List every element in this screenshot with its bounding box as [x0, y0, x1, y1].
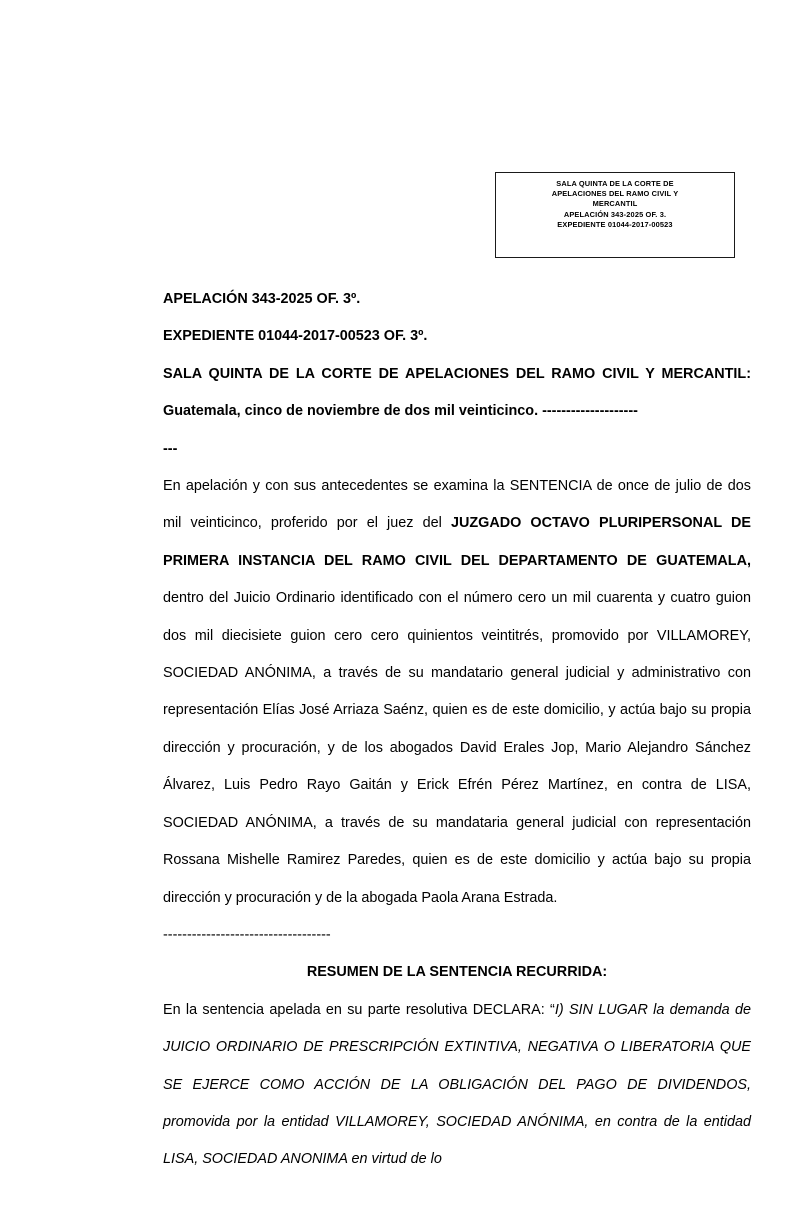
separator-dashes [163, 917, 751, 954]
resumen-lead-text: En la sentencia apelada en su parte resolutiva DECLARA: “ [163, 1001, 555, 1018]
lower-court-name: JUZGADO OCTAVO PLURIPERSONAL DE PRIMERA INSTANCIA DEL RAMO CIVIL DEL DEPARTAMENTO DE GUATEMALA, [163, 515, 751, 569]
stamp-line-2: APELACIONES DEL RAMO CIVIL Y [551, 189, 679, 199]
stamp-line-5: EXPEDIENTE 01044-2017-00523 [557, 219, 673, 229]
file-number-line [163, 318, 751, 355]
intro-segment-2: dentro del Juicio Ordinario identificado con el número cero un mil cuarenta y cuatro guion dos mil diecisiete guion cero cero quinientos veintitrés, promovido por VILLAMOREY, SOCIEDAD ANÓNIMA, a través de su mandatario general judicial y administrativo con representación Elías José Arriaza Saénz, quien es de este domicilio, y actúa bajo su propia dirección y procuración, y de los abogados David Erales Jop, Mario Alejandro Sánchez Álvarez, Luis Pedro Rayo Gaitán y Erick Efrén Pérez Martínez, en contra de LISA, SOCIEDAD ANÓNIMA, a través de su mandataria general judicial con representación Rossana Mishelle Ramirez Paredes, quien es de este domicilio y actúa bajo su propia dirección y procuración y de la abogada Paola Arana Estrada. [163, 590, 751, 906]
section-heading-text: RESUMEN DE LA SENTENCIA RECURRIDA: [306, 964, 608, 981]
heading-dash-wrap-line [163, 431, 751, 468]
court-seal-stamp [495, 172, 735, 258]
document-body [163, 281, 751, 1179]
place-date-text: Guatemala, cinco de noviembre de dos mil veinticinco. [163, 403, 543, 420]
stamp-line-3: MERCANTIL [592, 199, 638, 209]
appeal-number-text: APELACIÓN 343-2025 OF. 3º. [163, 291, 361, 307]
intro-paragraph [163, 468, 751, 917]
court-heading-paragraph [163, 356, 751, 431]
resumen-quoted-italic-text: I) SIN LUGAR la demanda de JUICIO ORDINARIO DE PRESCRIPCIÓN EXTINTIVA, NEGATIVA O LIBERATORIA QUE SE EJERCE COMO ACCIÓN DE LA OBLIGACIÓN DEL PAGO DE DIVIDENDOS, promovida por la entidad VILLAMOREY, SOCIEDAD ANÓNIMA, en contra de la entidad LISA, SOCIEDAD ANONIMA en virtud de lo [163, 1001, 751, 1168]
stamp-line-1: SALA QUINTA DE LA CORTE DE [556, 179, 674, 188]
intro-segment-1: En apelación y con sus antecedentes se examina la SENTENCIA de once de julio de dos mil veinticinco, proferido por el juez del [163, 478, 751, 532]
heading-dash-run: -------------------- [542, 403, 638, 420]
stamp-text-block [496, 173, 734, 230]
appeal-number-line [163, 281, 751, 318]
section-heading-resumen [163, 954, 751, 991]
file-number-text: EXPEDIENTE 01044-2017-00523 OF. 3º. [163, 328, 428, 345]
court-name-text: SALA QUINTA DE LA CORTE DE APELACIONES DEL RAMO CIVIL Y MERCANTIL: [163, 365, 751, 382]
heading-dash-wrap-text: --- [163, 440, 178, 457]
stamp-line-4: APELACIÓN 343-2025 OF. 3. [563, 209, 667, 219]
separator-dash-text: ----------------------------------- [163, 926, 331, 943]
resumen-paragraph [163, 992, 751, 1179]
